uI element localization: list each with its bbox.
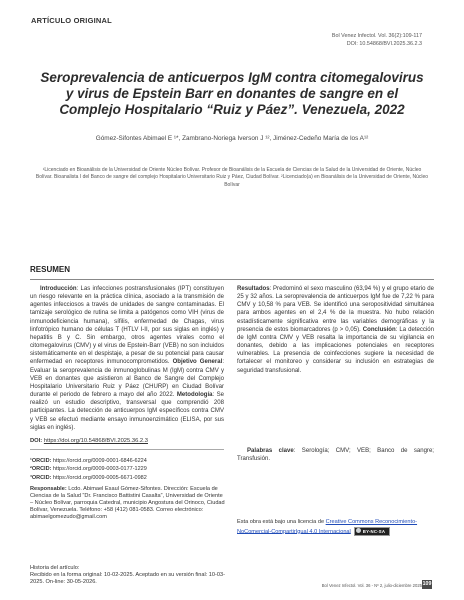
- objective-label: Objetivo General: [172, 359, 223, 366]
- doi-line: [30, 438, 148, 444]
- responsable-text: Lcdo. Abimael Esaul Gómez-Sifontes. Dirección: Escuela de Ciencias de la Salud “Dr. Francisco Battistini Casalta”, Universidad de Oriente – Núcleo Bolívar, parroquia Catedral, municipio Angostura del Orinoco, Ciudad Bolívar, Venezuela. Teléfono: +58 (412) 081-0583. Correo electrónico: abimaelgomezudo@gmail.com: [30, 486, 225, 521]
- doi-divider: [30, 449, 224, 450]
- journal-citation: Bol Venez Infectol. Vol. 36(2):109-117: [331, 33, 422, 39]
- orcid-link[interactable]: https://orcid.org/0009-0003-0177-1229: [52, 466, 147, 473]
- affiliations: ¹Licenciado en Bioanálisis de la Universidad de Oriente Núcleo Bolívar. Profesor de Bioanálisis de la Escuela de Ciencias de la Salud de la Universidad de Oriente, Núcleo Bolívar. Bioanalista I del Banco de sangre del complejo Hospitalario Universitario Ruiz y Páez, Ciudad Bolívar. ²Licenciado(a) en Bioanálisis de la Universidad de Oriente, Núcleo Bolívar: [35, 167, 429, 188]
- abstract-column-right: [237, 285, 434, 375]
- orcid-link[interactable]: https://orcid.org/0009-0005-6671-0982: [52, 474, 147, 481]
- abstract-column-left: [30, 285, 224, 432]
- orcid-list: [30, 457, 147, 482]
- orcid-link[interactable]: https://orcid.org/0009-0001-6846-6224: [52, 458, 147, 464]
- intro-label: Introducción: [40, 286, 77, 292]
- orcid-label: ¹ORCID:: [30, 458, 52, 464]
- author-list: Gómez-Sifontes Abimael E ¹*, Zambrano-Noriega Iverson J ¹², Jiménez-Cedeño María de los A¹²: [95, 135, 369, 142]
- journal-citation-block: [332, 32, 422, 48]
- method-text: : Se realizó un estudio descriptivo, transversal que comprendió 208 participantes. La detección de anticuerpos IgM específicos contra CMV y VEB se efectuó mediante ensayo inmunoenzimático (ELISA, por sus siglas en inglés).: [30, 392, 224, 431]
- section-label: ARTÍCULO ORIGINAL: [31, 16, 112, 25]
- orcid-item: [30, 474, 147, 482]
- orcid-item: [30, 457, 147, 465]
- keywords-label: Palabras clave: [247, 448, 294, 454]
- method-label: Metodología: [176, 392, 213, 399]
- responsable-label: Responsable:: [30, 486, 67, 492]
- license-text: Esta obra está bajo una licencia de: [237, 519, 326, 525]
- license-notice: [237, 518, 437, 536]
- results-text: : Predominó el sexo masculino (63,94 %) y el grupo etario de 25 y 32 años. La seroprevalencia de anticuerpos IgM fue de 7,22 % para CMV y 10,58 % para VEB. Se identificó una seropositividad simultánea para ambos agentes en el 2,4 % de la muestra. No hubo relación estadísticamente significativa entre las variables demográficas y la presencia de estos biomarcadores (p > 0,05).: [237, 286, 434, 333]
- corresponding-author: [30, 486, 226, 521]
- doi-link[interactable]: https://doi.org/10.54868/BVI.2025.36.2.3: [43, 438, 148, 444]
- doi-label: DOI:: [30, 438, 43, 444]
- cc-by-nc-sa-badge[interactable]: [354, 527, 390, 536]
- intro-text: : Las infecciones postransfusionales (IPT) constituyen un riesgo relevante en la práctica clínica, asociado a la transmisión de agentes infecciosos a través de unidades de sangre contaminadas. El tamizaje serológico de rutina se limita a patógenos como VIH (virus de inmunodeficiencia humana), sífilis, enfermedad de Chagas, virus linfotrópico humano de células T (HTLV I-II, por sus siglas en inglés) y hepatitis B y C. Sin embargo, otros agentes virales como el citomegalovirus (CMV) y el virus de Epstein-Barr (VEB) no son incluidos sistemáticamente en el despistaje, a pesar de su potencial para causar enfermedad en receptores inmunocomprometidos.: [30, 286, 224, 366]
- history-text: Recibido en la forma original: 10-02-2025. Aceptado en su versión final: 10-03-2025. On-line: 30-05-2026.: [30, 572, 225, 586]
- results-label: Resultados: [237, 286, 270, 292]
- orcid-item: [30, 465, 147, 473]
- article-title: Seroprevalencia de anticuerpos IgM contra citomegalovirus y virus de Epstein Barr en donantes de sangre en el Complejo Hospitalario “Ruiz y Páez”. Venezuela, 2022: [40, 70, 424, 117]
- orcid-label: ²ORCID:: [30, 466, 52, 473]
- abstract-heading: RESUMEN: [30, 265, 71, 274]
- history-heading: Historia del artículo:: [30, 565, 80, 571]
- keywords-text: : Serología; CMV; VEB; Banco de sangre; Transfusión.: [237, 448, 434, 463]
- abstract-divider: [30, 279, 434, 280]
- article-history: [30, 565, 226, 586]
- orcid-label: ³ORCID:: [30, 474, 52, 481]
- keywords: [237, 447, 434, 463]
- license-link[interactable]: Creative Commons Reconocimiento-NoComercial-CompartirIgual 4.0 Internacional: [237, 519, 418, 535]
- page-footer: Bol Venez Infectol. Vol. 36 - Nº 2, julio-diciembre 2025: [321, 583, 422, 588]
- conclusion-text: : La detección de IgM contra CMV y VEB resalta la importancia de su vigilancia en donantes, debido a las implicaciones potenciales en receptores vulnerables. La presencia de coinfecciones sugiere la necesidad de fortalecer el monitoreo y considerar su inclusión en estrategias de seguridad transfusional.: [237, 326, 434, 374]
- cc-logo-icon: [356, 528, 361, 533]
- conclusion-label: Conclusión: [362, 326, 396, 333]
- objective-text: : Evaluar la seroprevalencia de inmunoglobulinas M (IgM) contra CMV y VEB en donantes que asistieron al Banco de Sangre del Complejo Hospitalario Universitario Ruiz y Páez (CHURP) en Ciudad Bolívar durante el periodo de febrero a mayo del año 2022.: [30, 359, 224, 399]
- page-number: 109: [422, 581, 432, 587]
- cc-badge-text: BY-NC-SA: [362, 528, 386, 534]
- journal-doi: DOI: 10.54868/BVI.2025.36.2.3: [346, 41, 422, 47]
